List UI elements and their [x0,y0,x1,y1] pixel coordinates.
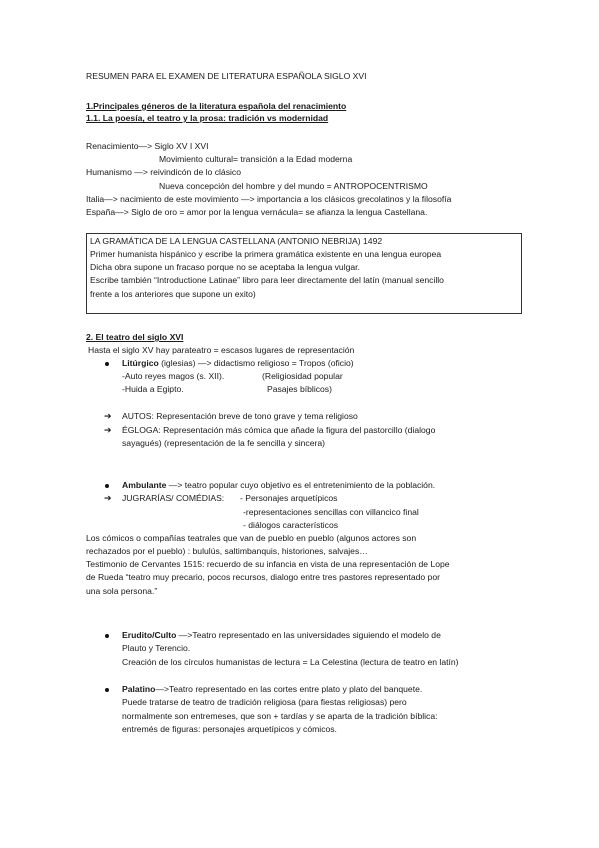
egloga-line: ÉGLOGA: Representación más cómica que añade la figura del pastorcillo (dialogo [122,425,436,435]
palatino-line: entremés de figuras: personajes arquetípicos y cómicos. [122,724,337,734]
box-line: Dicha obra supone un fracaso porque no se aceptaba la lengua vulgar. [90,262,360,272]
liturgico-label: Litúrgico [122,358,159,368]
ambulante-label: Ambulante [122,480,167,490]
erudito-line: Plauto y Terencio. [122,643,191,653]
arrow-icon: ➔ [104,493,112,503]
bullet-icon [105,484,109,488]
testimonio-line: de Rueda “teatro muy precario, pocos recursos, dialogo entre tres pastores representado por [86,572,440,582]
liturgico-example: -Huida a Egipto. [122,384,184,394]
liturgico-note: (Religiosidad popular [262,371,343,381]
palatino-label: Palatino [122,684,156,694]
palatino-text: —>Teatro representado en las cortes entre plato y plato del banquete. [155,684,423,694]
intro-line: Italia—> nacimiento de este movimiento —> importancia a los clásicos grecolatinos y la filosofía [86,194,452,204]
arrow-icon: ➔ [104,411,112,421]
palatino-line: normalmente son entremeses, que son + tardías y se aparta de la tradición bíblica: [122,711,438,721]
liturgico-example: -Auto reyes magos (s. XII). [122,371,225,381]
bullet-icon [105,634,109,638]
bullet-icon [105,688,109,692]
box-line: LA GRAMÁTICA DE LA LENGUA CASTELLANA (ANTONIO NEBRIJA) 1492 [90,236,383,246]
erudito-line: Creación de los círculos humanistas de lectura = La Celestina (lectura de teatro en latín) [122,657,459,667]
comicos-line: rechazados por el pueblo) : bululús, saltimbanquis, historiones, salvajes… [86,546,368,556]
box-line: Escribe también “Introductione Latinae” libro para leer directamente del latín (manual sencillo [90,275,444,285]
intro-line: Humanismo —> reivindicón de lo clásico [86,167,241,177]
intro-line: Movimiento cultural= transición a la Edad moderna [159,154,353,164]
autos-line: AUTOS: Representación breve de tono grave y tema religioso [122,411,358,421]
document-title: RESUMEN PARA EL EXAMEN DE LITERATURA ESPAÑOLA SIGLO XVI [86,71,367,81]
box-line: frente a los anteriores que supone un exito) [90,289,256,299]
erudito-line [122,630,441,641]
liturgico-text: (iglesias) —> didactismo religioso = Tropos (oficio) [158,358,354,368]
erudito-text: —>Teatro representado en las universidades siguiendo el modelo de [176,630,441,640]
jugrarias-item: - Personajes arquetípicos [240,493,338,503]
comicos-line: Los cómicos o compañías teatrales que van de pueblo en pueblo (algunos actores son [86,533,417,543]
ambulante-text: —> teatro popular cuyo objetivo es el entretenimiento de la población. [166,480,436,490]
palatino-line [122,684,422,695]
heading-2: 2. El teatro del siglo XVI [86,332,184,342]
arrow-icon: ➔ [104,425,112,435]
intro-line: Nueva concepción del hombre y del mundo = ANTROPOCENTRISMO [159,181,428,191]
heading-1: 1.Principales géneros de la literatura española del renacimiento [86,101,347,111]
bullet-icon [105,362,109,366]
heading-1-1: 1.1. La poesía, el teatro y la prosa: tradición vs modernidad [86,113,329,123]
liturgico-line [122,358,354,369]
teatro-intro: Hasta el siglo XV hay parateatro = escasos lugares de representación [88,345,355,355]
box-line: Primer humanista hispánico y escribe la primera gramática existente en una lengua europea [90,249,442,259]
jugrarias-label: JUGRARÍAS/ COMÉDIAS: [122,493,225,503]
liturgico-note: Pasajes bíblicos) [267,384,332,394]
jugrarias-item: - diálogos característicos [243,520,339,530]
ambulante-line [122,480,435,491]
jugrarias-item: -representaciones sencillas con villancico final [243,507,419,517]
egloga-line: sayagués) (representación de la fe sencilla y sincera) [122,438,326,448]
palatino-line: Puede tratarse de teatro de tradición religiosa (para fiestas religiosas) pero [122,697,407,707]
intro-line: España—> Siglo de oro = amor por la lengua vernácula= se afianza la lengua Castellana. [86,207,428,217]
testimonio-line: Testimonio de Cervantes 1515: recuerdo de su infancia en vista de una representación de Lope [86,559,450,569]
testimonio-line: una sola persona.” [86,586,158,596]
intro-line: Renacimiento—> Siglo XV I XVI [86,141,209,151]
erudito-label: Erudito/Culto [122,630,177,640]
